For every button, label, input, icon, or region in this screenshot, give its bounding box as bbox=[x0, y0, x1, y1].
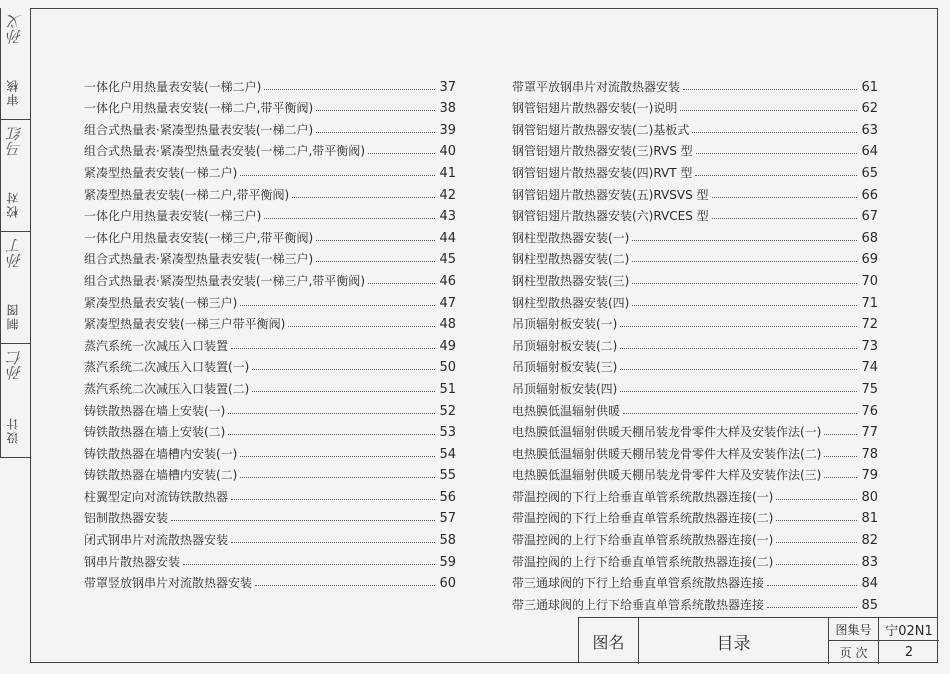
toc-entry bbox=[84, 505, 456, 527]
toc-entry-page: 73 bbox=[861, 338, 878, 354]
toc-entry-title: 蒸汽系统二次减压入口装置(二) bbox=[84, 381, 250, 396]
toc-entry-page: 67 bbox=[861, 209, 878, 225]
toc-entry-title: 铸铁散热器在墙上安装(二) bbox=[84, 425, 226, 440]
dot-leader bbox=[231, 499, 435, 500]
toc-entry-title: 紧凑型热量表安装(一梯三户) bbox=[84, 295, 238, 310]
toc-entry bbox=[84, 483, 456, 505]
toc-entry-title: 电热膜低温辐射供暖天棚吊装龙骨零件大样及安装作法(三) bbox=[512, 468, 822, 483]
dot-leader bbox=[712, 218, 857, 219]
toc-entry bbox=[512, 332, 878, 354]
dot-leader bbox=[767, 585, 857, 586]
toc-entry-title: 组合式热量表·紧凑型热量表安装(一梯三户,带平衡阀) bbox=[84, 273, 365, 288]
toc-entry-title: 带温控阀的下行上给垂直单管系统散热器连接(二) bbox=[512, 511, 774, 526]
toc-entry-title: 蒸汽系统一次减压入口装置 bbox=[84, 338, 229, 353]
dot-leader bbox=[776, 520, 857, 521]
dot-leader bbox=[240, 305, 435, 306]
toc-entry bbox=[512, 419, 878, 441]
signature: 孙仁 bbox=[6, 350, 24, 380]
dot-leader bbox=[316, 261, 435, 262]
toc-entry-page: 72 bbox=[861, 317, 878, 333]
toc-entry bbox=[512, 591, 878, 613]
toc-entry bbox=[84, 181, 456, 203]
toc-entry-title: 钢串片散热器安装 bbox=[84, 554, 181, 569]
dot-leader bbox=[620, 391, 857, 392]
dot-leader bbox=[316, 110, 435, 111]
toc-entry bbox=[84, 548, 456, 570]
toc-entry bbox=[512, 289, 878, 311]
toc-entry bbox=[512, 462, 878, 484]
toc-entry bbox=[84, 462, 456, 484]
toc-entry-page: 81 bbox=[861, 511, 878, 527]
toc-entry-page: 50 bbox=[439, 360, 456, 376]
toc-entry-page: 69 bbox=[861, 252, 878, 268]
toc-entry bbox=[512, 267, 878, 289]
toc-entry-title: 电热膜低温辐射供暖 bbox=[512, 403, 621, 418]
toc-entry-title: 电热膜低温辐射供暖天棚吊装龙骨零件大样及安装作法(一) bbox=[512, 425, 822, 440]
toc-entry bbox=[512, 505, 878, 527]
toc-entry-title: 钢柱型散热器安装(二) bbox=[512, 252, 630, 267]
toc-entry-page: 71 bbox=[861, 295, 878, 311]
toc-entry bbox=[512, 311, 878, 333]
approval-cell bbox=[1, 120, 31, 232]
page-value-cell bbox=[879, 641, 939, 664]
toc-entry-page: 74 bbox=[861, 360, 878, 376]
dot-leader bbox=[680, 110, 857, 111]
toc-entry-page: 83 bbox=[861, 554, 878, 570]
toc-entry-title: 吊顶辐射板安装(三) bbox=[512, 360, 618, 375]
toc-entry bbox=[84, 138, 456, 160]
toc-entry-page: 58 bbox=[439, 533, 456, 549]
toc-entry bbox=[84, 397, 456, 419]
toc-entry bbox=[84, 246, 456, 268]
toc-entry-title: 钢柱型散热器安装(一) bbox=[512, 230, 630, 245]
toc-entry-title: 吊顶辐射板安装(二) bbox=[512, 338, 618, 353]
toc-entry-title: 闭式钢串片对流散热器安装 bbox=[84, 533, 229, 548]
toc-right-column bbox=[512, 73, 878, 613]
dot-leader bbox=[824, 477, 857, 478]
title-block bbox=[578, 617, 938, 663]
toc-entry-page: 52 bbox=[439, 403, 456, 419]
toc-entry-page: 82 bbox=[861, 533, 878, 549]
dot-leader bbox=[683, 89, 857, 90]
toc-entry-title: 钢管铝翅片散热器安装(一)说明 bbox=[512, 101, 678, 116]
toc-entry bbox=[512, 159, 878, 181]
toc-entry-title: 铸铁散热器在墙槽内安装(二) bbox=[84, 468, 238, 483]
dot-leader bbox=[632, 261, 857, 262]
toc-entry bbox=[84, 159, 456, 181]
toc-entry-page: 54 bbox=[439, 446, 456, 462]
dot-leader bbox=[228, 413, 435, 414]
toc-entry-title: 一体化户用热量表安装(一梯二户) bbox=[84, 79, 262, 94]
dot-leader bbox=[255, 585, 435, 586]
dot-leader bbox=[824, 456, 857, 457]
toc-entry bbox=[512, 73, 878, 95]
toc-entry-title: 铝制散热器安装 bbox=[84, 511, 169, 526]
toc-entry bbox=[84, 440, 456, 462]
toc-entry-title: 钢管铝翅片散热器安装(四)RVT 型 bbox=[512, 165, 693, 180]
toc-entry-page: 64 bbox=[861, 144, 878, 160]
dot-leader bbox=[240, 477, 435, 478]
title-name-label: 图名 bbox=[592, 632, 625, 652]
toc-entry-page: 65 bbox=[861, 165, 878, 181]
toc-entry-page: 39 bbox=[439, 122, 456, 138]
atlas-value-cell bbox=[879, 618, 939, 641]
toc-entry bbox=[512, 354, 878, 376]
dot-leader bbox=[824, 434, 857, 435]
toc-entry bbox=[84, 73, 456, 95]
dot-leader bbox=[231, 348, 435, 349]
toc-entry-page: 46 bbox=[439, 273, 456, 289]
toc-entry-title: 电热膜低温辐射供暖天棚吊装龙骨零件大样及安装作法(二) bbox=[512, 446, 822, 461]
toc-entry-page: 44 bbox=[439, 230, 456, 246]
toc-entry bbox=[84, 289, 456, 311]
toc-entry-page: 75 bbox=[861, 381, 878, 397]
approval-role-label: 校对 bbox=[6, 190, 20, 218]
toc-entry-page: 60 bbox=[439, 576, 456, 592]
atlas-label-cell bbox=[829, 618, 879, 641]
dot-leader bbox=[171, 520, 435, 521]
toc-entry bbox=[512, 95, 878, 117]
toc-entry bbox=[84, 267, 456, 289]
dot-leader bbox=[620, 326, 857, 327]
page-label-cell bbox=[829, 641, 879, 664]
dot-leader bbox=[696, 153, 857, 154]
toc-entry bbox=[84, 419, 456, 441]
toc-entry bbox=[512, 397, 878, 419]
toc-entry-title: 带温控阀的下行上给垂直单管系统散热器连接(一) bbox=[512, 489, 774, 504]
toc-entry-page: 77 bbox=[861, 425, 878, 441]
title-name-value-cell bbox=[639, 618, 829, 664]
toc-entry-page: 80 bbox=[861, 489, 878, 505]
toc-entry-page: 68 bbox=[861, 230, 878, 246]
dot-leader bbox=[231, 542, 435, 543]
dot-leader bbox=[292, 197, 435, 198]
page-value: 2 bbox=[904, 645, 914, 660]
toc-entry-page: 41 bbox=[439, 165, 456, 181]
toc-entry bbox=[512, 548, 878, 570]
toc-entry-page: 63 bbox=[861, 122, 878, 138]
toc-entry bbox=[512, 116, 878, 138]
toc-entry-title: 一体化户用热量表安装(一梯三户) bbox=[84, 209, 262, 224]
dot-leader bbox=[695, 175, 857, 176]
toc-entry bbox=[512, 246, 878, 268]
toc-entry-title: 柱翼型定向对流铸铁散热器 bbox=[84, 489, 229, 504]
toc-entry bbox=[84, 311, 456, 333]
toc-entry bbox=[84, 375, 456, 397]
toc-entry-title: 钢柱型散热器安装(三) bbox=[512, 273, 630, 288]
toc-entry-title: 组合式热量表·紧凑型热量表安装(一梯二户) bbox=[84, 122, 314, 137]
toc-entry-title: 带三通球阀的上行下给垂直单管系统散热器连接 bbox=[512, 597, 765, 612]
toc-entry-page: 57 bbox=[439, 511, 456, 527]
toc-entry-page: 51 bbox=[439, 381, 456, 397]
toc-entry bbox=[512, 181, 878, 203]
toc-entry-title: 紧凑型热量表安装(一梯二户,带平衡阀) bbox=[84, 187, 290, 202]
toc-entry bbox=[84, 354, 456, 376]
dot-leader bbox=[252, 391, 435, 392]
approval-cell bbox=[1, 344, 31, 458]
toc-entry bbox=[84, 332, 456, 354]
toc-entry-page: 53 bbox=[439, 425, 456, 441]
toc-entry-page: 37 bbox=[439, 79, 456, 95]
toc-entry-page: 49 bbox=[439, 338, 456, 354]
toc-entry-page: 76 bbox=[861, 403, 878, 419]
toc-entry-page: 70 bbox=[861, 273, 878, 289]
toc-entry-page: 45 bbox=[439, 252, 456, 268]
toc-entry-page: 59 bbox=[439, 554, 456, 570]
toc-entry-title: 钢管铝翅片散热器安装(三)RVS 型 bbox=[512, 144, 693, 159]
signature: 孙义 bbox=[6, 14, 24, 44]
toc-entry-title: 组合式热量表·紧凑型热量表安装(一梯三户) bbox=[84, 252, 314, 267]
signature: 马红 bbox=[6, 126, 24, 156]
approval-role-label: 设计 bbox=[6, 416, 20, 444]
toc-entry-title: 带温控阀的上行下给垂直单管系统散热器连接(一) bbox=[512, 533, 774, 548]
toc-entry bbox=[512, 224, 878, 246]
toc-entry-page: 84 bbox=[861, 576, 878, 592]
toc-entry-title: 带罩平放钢串片对流散热器安装 bbox=[512, 79, 681, 94]
dot-leader bbox=[712, 197, 857, 198]
toc-entry-title: 钢管铝翅片散热器安装(五)RVSVS 型 bbox=[512, 187, 709, 202]
toc-entry bbox=[84, 224, 456, 246]
toc-entry bbox=[84, 570, 456, 592]
toc-entry bbox=[512, 375, 878, 397]
dot-leader bbox=[620, 369, 857, 370]
dot-leader bbox=[183, 564, 435, 565]
approval-role-label: 审核 bbox=[6, 78, 20, 106]
toc-entry bbox=[512, 570, 878, 592]
page-label: 页 次 bbox=[839, 646, 868, 660]
toc-entry bbox=[512, 203, 878, 225]
toc-entry-title: 蒸汽系统二次减压入口装置(一) bbox=[84, 360, 250, 375]
signature: 孙丁 bbox=[6, 238, 24, 268]
toc-entry bbox=[84, 95, 456, 117]
toc-entry-title: 带罩竖放钢串片对流散热器安装 bbox=[84, 576, 253, 591]
dot-leader bbox=[288, 326, 435, 327]
toc-entry bbox=[84, 116, 456, 138]
dot-leader bbox=[264, 218, 435, 219]
dot-leader bbox=[316, 132, 435, 133]
dot-leader bbox=[692, 132, 857, 133]
toc-entry-title: 一体化户用热量表安装(一梯二户,带平衡阀) bbox=[84, 101, 314, 116]
dot-leader bbox=[776, 542, 857, 543]
toc-entry-page: 85 bbox=[861, 597, 878, 613]
dot-leader bbox=[252, 369, 435, 370]
dot-leader bbox=[368, 283, 435, 284]
toc-entry-page: 79 bbox=[861, 468, 878, 484]
dot-leader bbox=[767, 607, 857, 608]
toc-entry-title: 铸铁散热器在墙上安装(一) bbox=[84, 403, 226, 418]
toc-entry-page: 38 bbox=[439, 101, 456, 117]
title-name-value: 目录 bbox=[716, 633, 751, 654]
toc-entry-title: 一体化户用热量表安装(一梯三户,带平衡阀) bbox=[84, 230, 314, 245]
toc-entry-title: 带温控阀的上行下给垂直单管系统散热器连接(二) bbox=[512, 554, 774, 569]
toc-entry-page: 56 bbox=[439, 489, 456, 505]
dot-leader bbox=[620, 348, 857, 349]
toc-entry-page: 43 bbox=[439, 209, 456, 225]
toc-entry-title: 吊顶辐射板安装(四) bbox=[512, 381, 618, 396]
toc-entry bbox=[84, 526, 456, 548]
toc-entry-title: 吊顶辐射板安装(一) bbox=[512, 317, 618, 332]
dot-leader bbox=[264, 89, 435, 90]
toc-entry-title: 钢柱型散热器安装(四) bbox=[512, 295, 630, 310]
toc-entry-page: 40 bbox=[439, 144, 456, 160]
title-name-label-cell bbox=[579, 618, 639, 664]
dot-leader bbox=[240, 456, 435, 457]
toc-entry bbox=[512, 138, 878, 160]
toc-entry-title: 组合式热量表·紧凑型热量表安装(一梯二户,带平衡阀) bbox=[84, 144, 365, 159]
dot-leader bbox=[316, 240, 435, 241]
dot-leader bbox=[228, 434, 435, 435]
toc-entry-page: 78 bbox=[861, 446, 878, 462]
toc-left-column bbox=[84, 73, 456, 591]
atlas-label: 图集号 bbox=[835, 622, 872, 637]
toc-entry-title: 紧凑型热量表安装(一梯二户) bbox=[84, 165, 238, 180]
toc-entry-page: 62 bbox=[861, 101, 878, 117]
toc-entry-page: 61 bbox=[861, 79, 878, 95]
atlas-value: 宁02N1 bbox=[885, 623, 933, 639]
approval-cell bbox=[1, 8, 31, 120]
toc-entry bbox=[512, 526, 878, 548]
toc-entry-title: 钢管铝翅片散热器安装(六)RVCES 型 bbox=[512, 209, 709, 224]
approval-cell bbox=[1, 232, 31, 344]
toc-entry-title: 钢管铝翅片散热器安装(二)基板式 bbox=[512, 122, 690, 137]
toc-entry-title: 带三通球阀的下行上给垂直单管系统散热器连接 bbox=[512, 576, 765, 591]
dot-leader bbox=[632, 283, 857, 284]
toc-entry-page: 48 bbox=[439, 317, 456, 333]
dot-leader bbox=[776, 499, 857, 500]
toc-entry-page: 55 bbox=[439, 468, 456, 484]
toc-entry bbox=[84, 203, 456, 225]
dot-leader bbox=[632, 240, 857, 241]
dot-leader bbox=[623, 413, 857, 414]
approval-role-label: 制图 bbox=[6, 302, 20, 330]
dot-leader bbox=[776, 564, 857, 565]
toc-entry bbox=[512, 483, 878, 505]
dot-leader bbox=[240, 175, 435, 176]
dot-leader bbox=[368, 153, 435, 154]
toc-entry-page: 47 bbox=[439, 295, 456, 311]
toc-entry-title: 紧凑型热量表安装(一梯三户带平衡阀) bbox=[84, 317, 286, 332]
toc-entry-page: 42 bbox=[439, 187, 456, 203]
dot-leader bbox=[632, 305, 857, 306]
toc-entry-page: 66 bbox=[861, 187, 878, 203]
toc-entry bbox=[512, 440, 878, 462]
toc-entry-title: 铸铁散热器在墙槽内安装(一) bbox=[84, 446, 238, 461]
approval-sidebar bbox=[0, 8, 30, 458]
